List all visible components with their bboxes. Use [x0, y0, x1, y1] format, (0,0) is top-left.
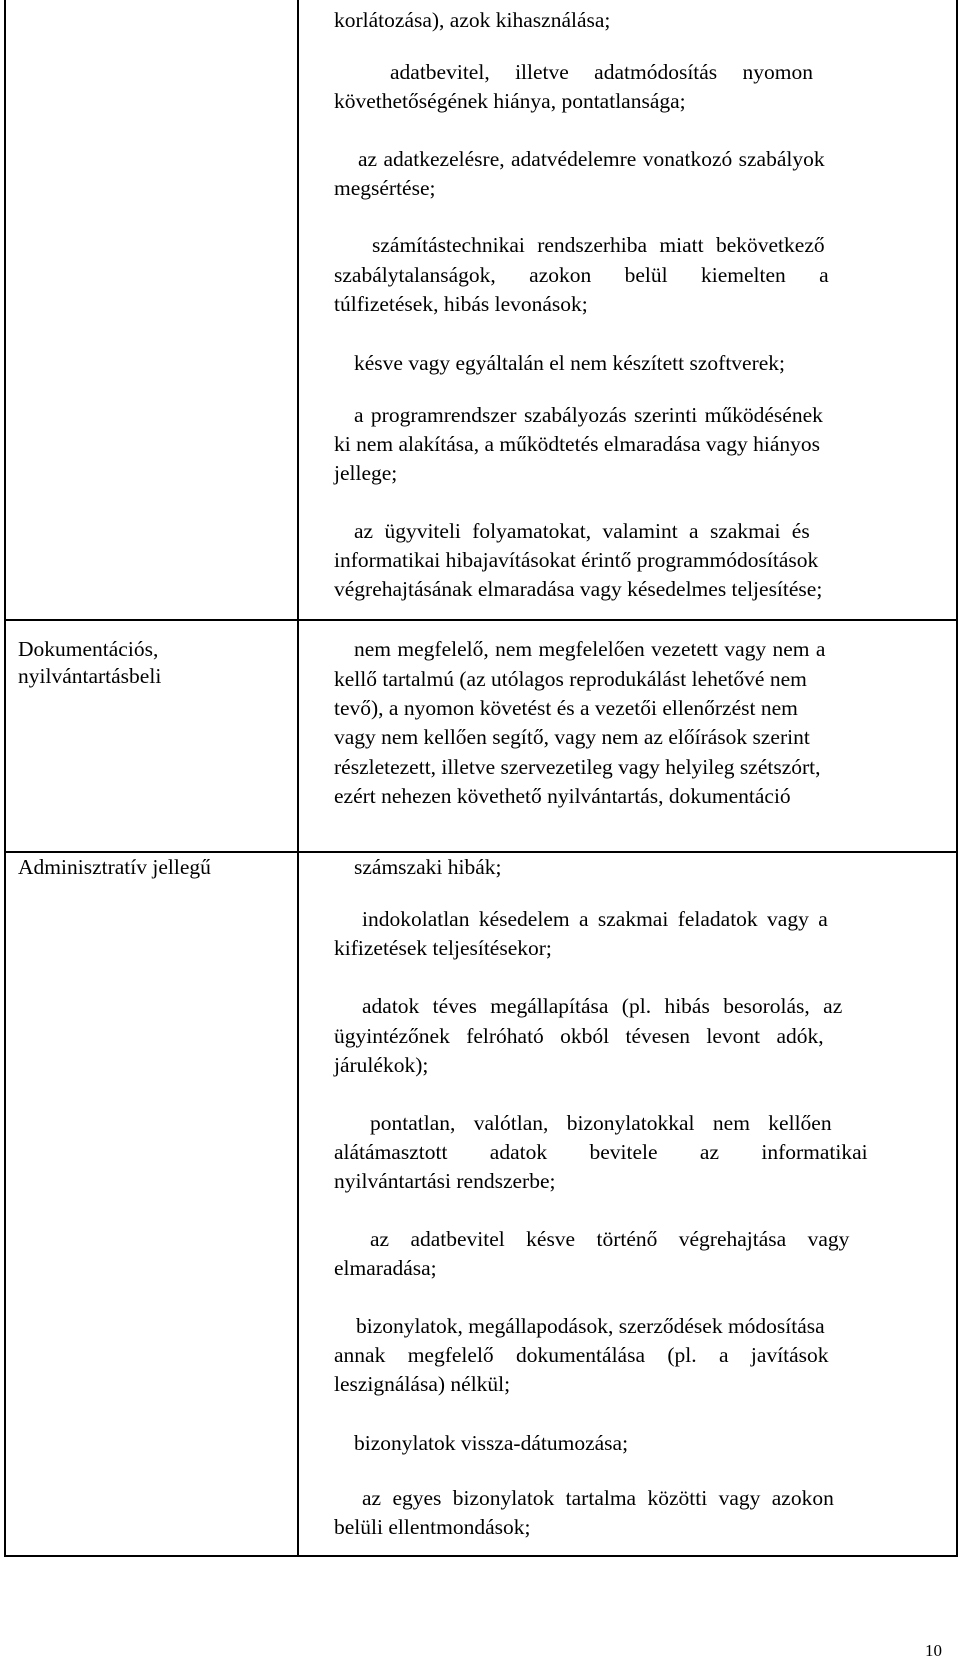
risk-text-line: elmaradása;	[334, 1256, 437, 1280]
risk-text-line	[390, 59, 939, 86]
risk-text-line: kellő tartalmú (az utólagos reprodukálást lehetővé nem	[334, 667, 807, 691]
category-label-administrative: Adminisztratív jellegű	[18, 855, 211, 879]
table-right-border	[956, 0, 958, 1557]
risk-text-line: ügyintézőnek felróható okból tévesen levont adók,	[334, 1024, 824, 1048]
risk-text-line: korlátozása), azok kihasználása;	[334, 8, 611, 32]
risk-text-line: számszaki hibák;	[354, 855, 502, 879]
risk-text-line: vagy nem kellően segítő, vagy nem az előírások szerint	[334, 725, 810, 749]
risk-text-line: adatok téves megállapítása (pl. hibás besorolás, az	[362, 994, 843, 1018]
risk-text-line: ki nem alakítása, a működtetés elmaradása vagy hiányos	[334, 432, 820, 456]
risk-text-line: ezért nehezen követhető nyilvántartás, dokumentáció	[334, 784, 791, 808]
risk-text-line: annak megfelelő dokumentálása (pl. a javítások	[334, 1343, 829, 1367]
risk-text-line: számítástechnikai rendszerhiba miatt bekövetkező	[372, 233, 825, 257]
risk-text-line: nem megfelelő, nem megfelelően vezetett vagy nem a	[354, 637, 826, 661]
risk-text-line: szabálytalanságok, azokon belül kiemelten a	[334, 263, 829, 287]
category-label-line: nyilvántartásbeli	[18, 664, 162, 688]
risk-text-line: az adatkezelésre, adatvédelemre vonatkozó szabályok	[358, 147, 825, 171]
risk-text-line: nyilvántartási rendszerbe;	[334, 1169, 556, 1193]
risk-text-line: indokolatlan késedelem a szakmai feladatok vagy a	[362, 907, 828, 931]
table-row-divider	[4, 851, 958, 853]
risk-text-line: követhetőségének hiánya, pontatlansága;	[334, 89, 686, 113]
table-row-divider	[4, 619, 958, 621]
risk-text-line: végrehajtásának elmaradása vagy késedelmes teljesítése;	[334, 577, 823, 601]
risk-text-line: járulékok);	[334, 1053, 429, 1077]
risk-text-line: tevő), a nyomon követést és a vezetői ellenőrzést nem	[334, 696, 798, 720]
risk-text-line-content: adatbevitel, illetve adatmódosítás nyomon	[390, 60, 814, 84]
risk-text-line: túlfizetések, hibás levonások;	[334, 292, 588, 316]
risk-text-line: az adatbevitel késve történő végrehajtása vagy	[370, 1227, 850, 1251]
risk-text-line: részletezett, illetve szervezetileg vagy helyileg szétszórt,	[334, 755, 821, 779]
risk-text-line: késve vagy egyáltalán el nem készített szoftverek;	[354, 351, 786, 375]
table-column-divider	[297, 0, 299, 1557]
page-number: 10	[925, 1641, 942, 1660]
risk-text-line: bizonylatok vissza-dátumozása;	[354, 1431, 629, 1455]
risk-text-line: bizonylatok, megállapodások, szerződések módosítása	[356, 1314, 825, 1338]
risk-text-line: pontatlan, valótlan, bizonylatokkal nem kellően	[370, 1111, 832, 1135]
risk-text-line: belüli ellentmondások;	[334, 1515, 531, 1539]
category-label-line: Dokumentációs,	[18, 637, 159, 661]
category-label-documentation	[18, 636, 161, 690]
risk-text-line: a programrendszer szabályozás szerinti működésének	[354, 403, 823, 427]
risk-text-line: az egyes bizonylatok tartalma közötti vagy azokon	[362, 1486, 834, 1510]
risk-text-line: alátámasztott adatok bevitele az informatikai	[334, 1140, 868, 1164]
risk-text-line: informatikai hibajavításokat érintő programmódosítások	[334, 548, 819, 572]
risk-text-line: megsértése;	[334, 176, 436, 200]
risk-text-line: leszignálása) nélkül;	[334, 1372, 511, 1396]
risk-text-line: kifizetések teljesítésekor;	[334, 936, 552, 960]
table-bottom-border	[4, 1555, 958, 1557]
risk-text-line: az ügyviteli folyamatokat, valamint a szakmai és	[354, 519, 810, 543]
table-left-border	[4, 0, 6, 1557]
risk-text-line: jellege;	[334, 461, 398, 485]
